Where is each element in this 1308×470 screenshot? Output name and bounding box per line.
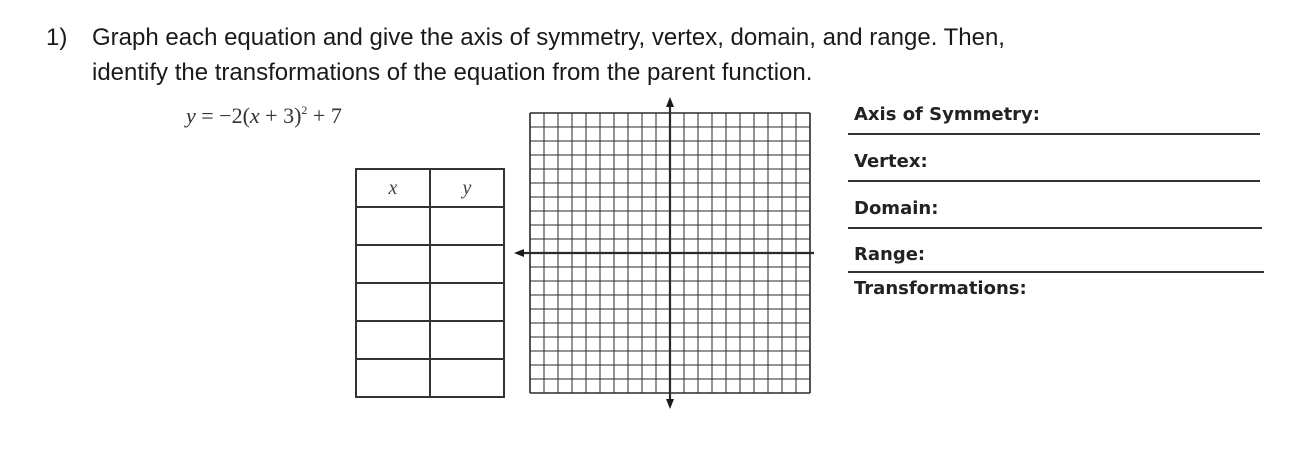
equation-exponent: 2 xyxy=(301,103,308,117)
table-row xyxy=(356,283,504,321)
table-header-y: y xyxy=(430,169,504,207)
transformations-label: Transformations: xyxy=(854,278,1027,299)
table-cell-x[interactable] xyxy=(356,321,430,359)
question-number: 1) xyxy=(46,24,68,51)
domain-answer-line[interactable] xyxy=(848,227,1262,229)
range-answer-line[interactable] xyxy=(848,271,1264,273)
equation-y: y xyxy=(186,103,196,128)
table-cell-y[interactable] xyxy=(430,321,504,359)
equation-part: + 3) xyxy=(259,103,302,128)
table-cell-x[interactable] xyxy=(356,359,430,397)
vertex-label: Vertex: xyxy=(854,151,928,172)
domain-label: Domain: xyxy=(854,198,939,219)
table-cell-x[interactable] xyxy=(356,207,430,245)
table-header-row xyxy=(356,169,504,207)
table-row xyxy=(356,207,504,245)
equation-part: = −2( xyxy=(195,103,250,128)
axis-of-symmetry-label: Axis of Symmetry: xyxy=(854,104,1040,125)
range-label: Range: xyxy=(854,244,926,265)
axis-of-symmetry-answer-line[interactable] xyxy=(848,133,1260,135)
table-cell-y[interactable] xyxy=(430,245,504,283)
table-row xyxy=(356,245,504,283)
xy-table xyxy=(355,168,505,398)
table-header-x: x xyxy=(356,169,430,207)
y-axis-arrow-down-icon xyxy=(666,399,674,409)
question-text-line-2: identify the transformations of the equation from the parent function. xyxy=(92,59,813,86)
table-row xyxy=(356,359,504,397)
equation-x: x xyxy=(249,103,260,128)
coordinate-grid[interactable] xyxy=(510,95,830,410)
x-axis-arrow-left-icon xyxy=(514,249,524,257)
table-row xyxy=(356,321,504,359)
table-cell-y[interactable] xyxy=(430,207,504,245)
y-axis-arrow-up-icon xyxy=(666,97,674,107)
table-cell-x[interactable] xyxy=(356,245,430,283)
table-cell-y[interactable] xyxy=(430,359,504,397)
table-cell-x[interactable] xyxy=(356,283,430,321)
vertex-answer-line[interactable] xyxy=(848,180,1260,182)
table-cell-y[interactable] xyxy=(430,283,504,321)
equation-part: + 7 xyxy=(307,103,342,128)
question-text-line-1: Graph each equation and give the axis of symmetry, vertex, domain, and range. Then, xyxy=(92,24,1005,51)
equation xyxy=(186,103,342,129)
